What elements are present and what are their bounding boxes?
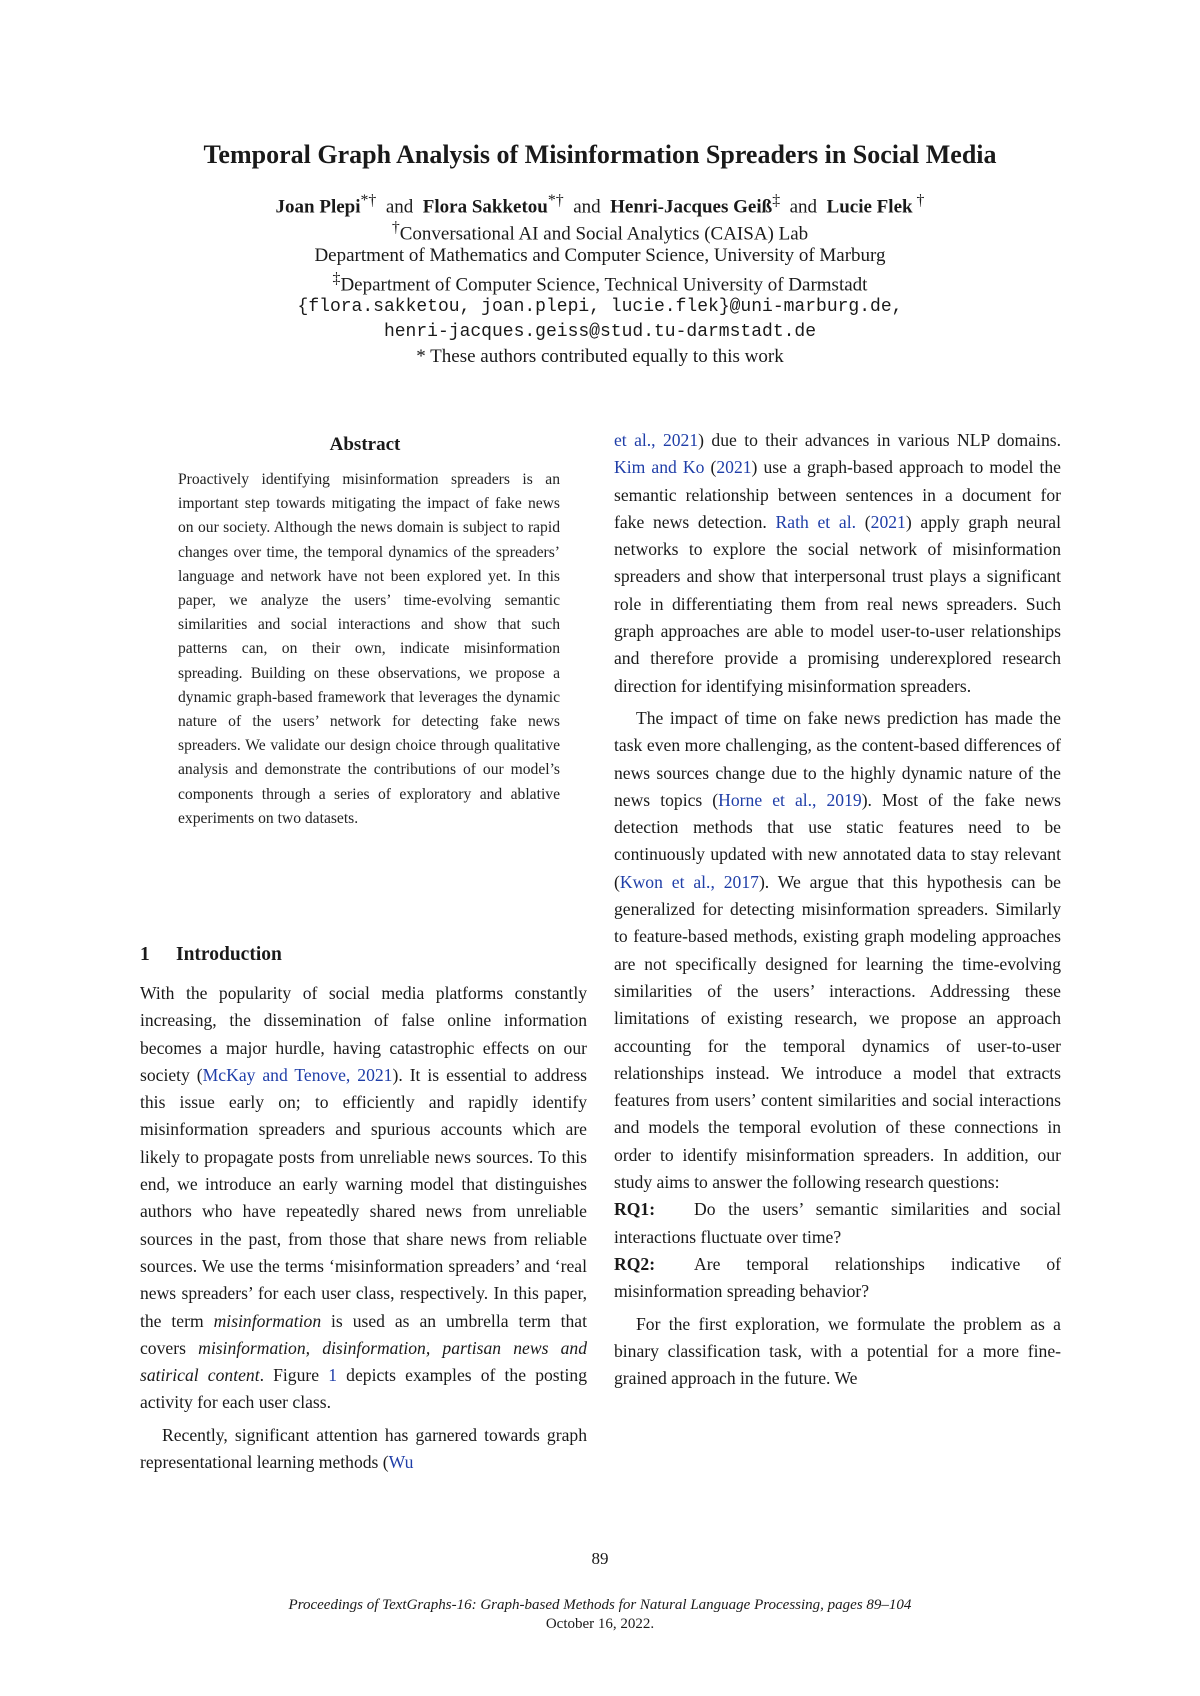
text-run: Recently, significant attention has garnered towards graph representational learning methods ( [140, 1424, 587, 1473]
affiliation-lab [0, 219, 1200, 245]
author-separator: and [573, 196, 601, 218]
emphasis: misinformation, disinformation, partisan news and satirical content [140, 1337, 587, 1386]
text-run: depicts examples of the posting activity for each user class. [140, 1365, 587, 1413]
rq-text: Are temporal relationships indicative of misinformation spreading behavior? [614, 1253, 1061, 1302]
abstract-text: Proactively identifying misinformation spreaders is an important step towards mitigating the impact of fake news on our society. Although the news domain is subject to rapid changes over time, the temporal dynamics of the spreaders’ language and network have not been explored yet. In this paper, we analyze the users’ time-evolving semantic similarities and social interactions and show that such patterns can, on their own, indicate misinformation spreading. Building on these observations, we propose a dynamic graph-based framework that leverages the dynamic nature of the users’ network for detecting fake news spreaders. We validate our design choice through qualitative analysis and demonstrate the contributions of our model’s components through a series of exploratory and ablative experiments on two datasets. [178, 471, 560, 827]
author-marks: ‡ [772, 192, 781, 209]
citation-link[interactable]: Horne et al., 2019 [718, 789, 862, 810]
footer [0, 1596, 1200, 1634]
text-run: ) due to their advances in various NLP domains. [698, 430, 1061, 450]
text-run: With the popularity of social media platforms constantly increasing, the dissemination of false online information becomes a major hurdle, having catastrophic effects on our society ( [140, 983, 587, 1085]
equal-contribution-note: * These authors contributed equally to this work [416, 346, 784, 367]
citation-link[interactable]: Rath et al. [775, 511, 857, 532]
author-separator: and [789, 196, 818, 218]
affiliation-text: Department of Computer Science, Technical University of Darmstadt [340, 274, 868, 296]
author-list [0, 192, 1200, 218]
paper-title: Temporal Graph Analysis of Misinformation Spreaders in Social Media [203, 140, 997, 169]
citation-link[interactable]: 2021 [716, 457, 752, 478]
figure-link[interactable]: 1 [328, 1365, 338, 1386]
footer-date: October 16, 2022. [545, 1616, 655, 1632]
citation-link[interactable]: Kim and Ko [614, 457, 705, 478]
affiliation-tu-darmstadt [0, 270, 1200, 296]
author-email-2: henri-jacques.geiss@stud.tu-darmstadt.de [383, 322, 817, 342]
abstract-heading: Abstract [329, 434, 401, 455]
author-marks: *† [547, 192, 564, 209]
text-run: ). It is essential to address this issue early on; to efficiently and rapidly identify misinformation spreaders and spurious accounts which are likely to propagate posts from unreliable news sources. To this end, we introduce an early warning model that distinguishes authors who have repeatedly shared news from unreliable sources in the past, from those that share news from reliable sources. We use the terms ‘misinformation spreaders’ and ‘real news spreaders’ for each user class, respectively. In this paper, the term [140, 1064, 588, 1331]
section-number: 1 [140, 944, 150, 965]
research-question-1 [614, 1196, 1061, 1251]
emphasis: misinformation [213, 1310, 322, 1331]
author-name: Henri-Jacques Geiß [610, 196, 773, 218]
page-number: 89 [591, 1549, 609, 1568]
paragraph: For the first exploration, we formulate the problem as a binary classification task, with a potential for a more fine-grained approach in the future. We [614, 1313, 1061, 1389]
author-marks: *† [360, 192, 377, 209]
citation-link[interactable]: Kwon et al., 2017 [619, 871, 759, 892]
text-run: ( [704, 457, 717, 478]
rq-label: RQ2: [614, 1253, 656, 1274]
author-name: Joan Plepi [275, 196, 361, 218]
text-run: ). Most of the fake news detection methods that use static features need to be continuously updated with new annotated data to stay relevant ( [614, 789, 1062, 892]
text-run: The impact of time on fake news prediction has made the task even more challenging, as the content-based differences of news sources change due to the highly dynamic nature of the news topics ( [614, 707, 1061, 810]
citation-link[interactable]: et al., 2021 [614, 430, 699, 450]
text-run: ) apply graph neural networks to explore the social network of misinformation spreaders and show that interpersonal trust plays a significant role in differentiating them from real news spreaders. Such graph approaches are able to model user-to-user relationships and therefore provide a promising underexplored research direction for identifying misinformation spreaders. [614, 511, 1061, 696]
paragraph [614, 705, 1061, 1196]
affiliation-department: Department of Mathematics and Computer Science, University of Marburg [314, 245, 886, 266]
citation-link[interactable]: 2021 [870, 511, 906, 532]
research-question-2 [614, 1251, 1061, 1306]
right-column [614, 427, 1061, 1392]
paragraph [140, 1422, 587, 1477]
text-run: ( [856, 511, 871, 532]
citation-link[interactable]: McKay and Tenove, 2021 [202, 1064, 393, 1085]
section-title: Introduction [176, 944, 282, 965]
author-name: Flora Sakketou [422, 196, 548, 218]
affiliation-mark: ‡ [332, 270, 341, 287]
paragraph [614, 427, 1061, 700]
rq-label: RQ1: [614, 1199, 656, 1220]
text-run: . Figure [259, 1365, 329, 1386]
author-marks: † [912, 192, 925, 209]
affiliation-mark: † [391, 219, 400, 236]
section-heading [140, 944, 282, 966]
rq-text: Do the users’ semantic similarities and social interactions fluctuate over time? [614, 1199, 1061, 1247]
author-emails: {flora.sakketou, joan.plepi, lucie.flek}@uni-marburg.de, [297, 297, 903, 317]
author-name: Lucie Flek [826, 196, 913, 218]
text-run: ). We argue that this hypothesis can be generalized for detecting misinformation spreaders. Similarly to feature-based methods, existing graph modeling approaches are not specifically designed for learning the time-evolving similarities of the users’ interactions. Addressing these limitations of existing research, we propose an approach accounting for the temporal dynamics of user-to-user relationships instead. We introduce a model that extracts features from users’ content similarities and social interactions and models the temporal evolution of these connections in order to identify misinformation spreaders. In addition, our study aims to answer the following research questions: [614, 871, 1061, 1193]
footer-venue: Proceedings of TextGraphs-16: Graph-based Methods for Natural Language Processing, pages 89–104 [288, 1597, 912, 1613]
author-separator: and [385, 196, 414, 218]
left-column [140, 980, 587, 1476]
paragraph [140, 980, 587, 1417]
text-run: ) use a graph-based approach to model the semantic relationship between sentences in a document for fake news detection. [614, 457, 1061, 532]
citation-link[interactable]: Wu [388, 1452, 414, 1473]
text-run: is used as an umbrella term that covers [140, 1310, 587, 1358]
affiliation-text: Conversational AI and Social Analytics (CAISA) Lab [399, 223, 809, 245]
